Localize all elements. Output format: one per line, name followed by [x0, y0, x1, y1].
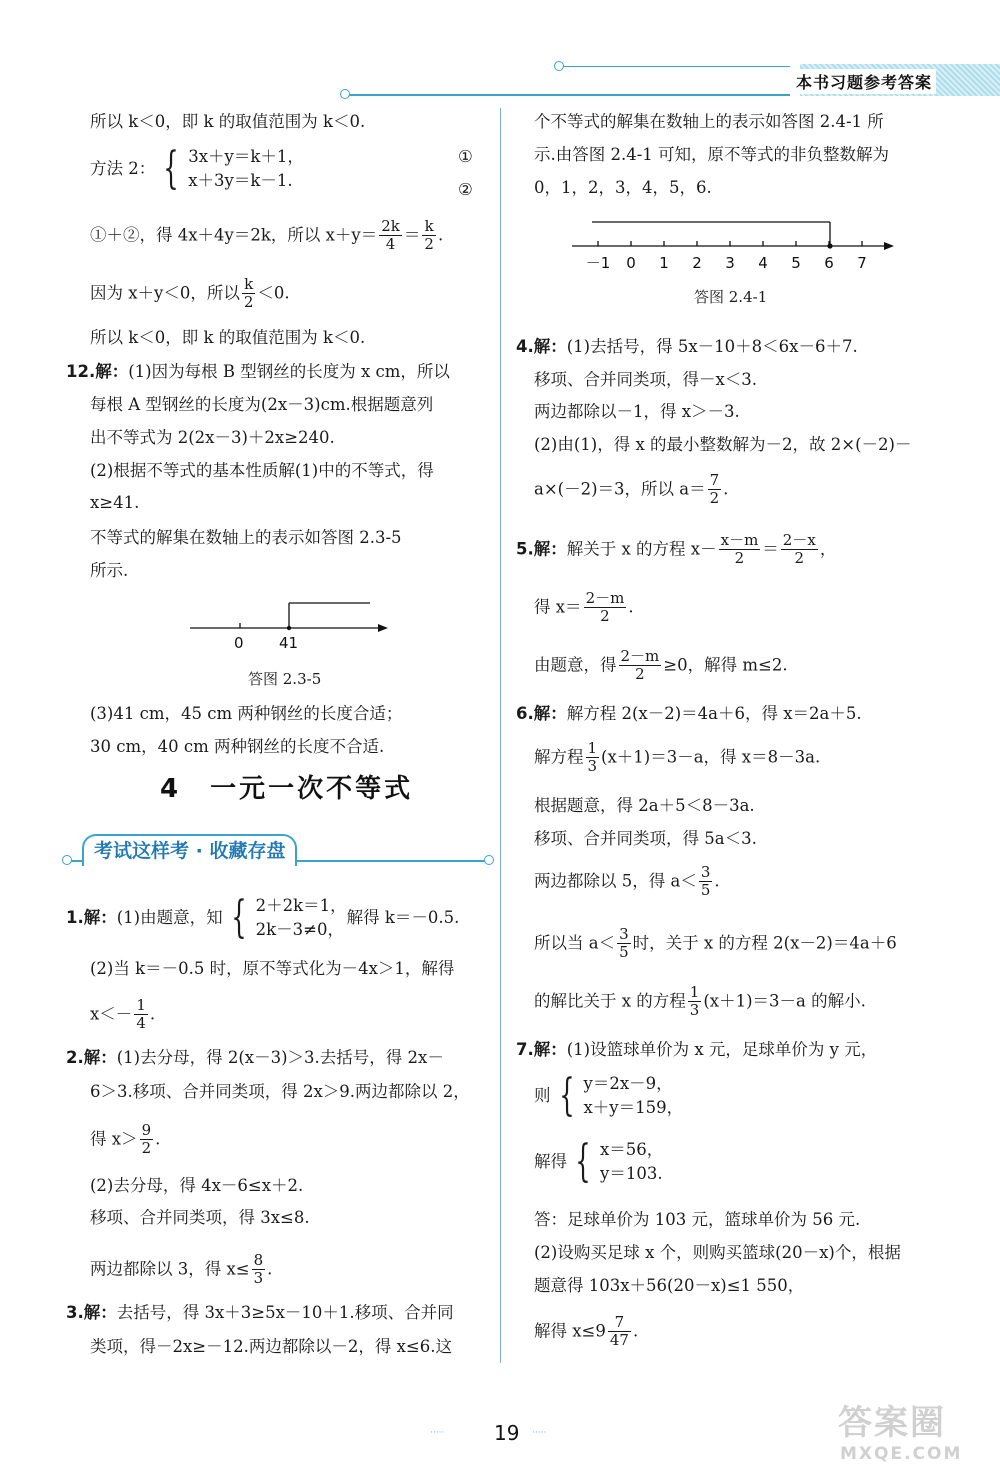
- text-line: 两边都除以 5，得 a＜ $\frac{3}{5}$ .: [534, 863, 720, 900]
- header-dot-icon: [554, 61, 564, 71]
- text-line: (3)41 cm，45 cm 两种钢丝的长度合适；: [90, 704, 403, 723]
- fraction: $\frac{1}{3}$: [587, 739, 598, 776]
- page-number: 19: [494, 1421, 520, 1445]
- fraction: $\frac{1}{3}$: [689, 983, 700, 1020]
- equation-marker: ②: [458, 180, 473, 199]
- question-number: 5.解：: [516, 539, 567, 559]
- question-1: 1.解： (1)由题意，知 { 2＋2k＝1， 2k－3≠0， 解得 k＝－0.5.: [66, 891, 460, 943]
- question-4: 4.解：(1)去括号，得 5x－10＋8＜6x－6＋7.: [516, 337, 858, 356]
- equation-system: 则 { y＝2x－9， x＋y＝159，: [534, 1069, 684, 1121]
- banner-dot-icon: [484, 855, 494, 865]
- tick-label: 6: [824, 254, 834, 272]
- fraction: $\frac{8}{3}$: [253, 1251, 264, 1288]
- text-line: 每根 A 型钢丝的长度为(2x－3)cm.根据题意列: [90, 395, 434, 414]
- text-line: 所以 k＜0，即 k 的取值范围为 k＜0.: [90, 328, 366, 347]
- text-line: 0，1，2，3，4，5，6.: [534, 178, 712, 197]
- text-line: 示.由答图 2.4-1 可知，原不等式的非负整数解为: [534, 145, 890, 164]
- section-title: 4 一元一次不等式: [160, 774, 414, 804]
- question-number: 6.解：: [516, 704, 567, 723]
- system-equation: 3x＋y＝k＋1，: [188, 147, 304, 166]
- text-line: 所示.: [90, 561, 129, 580]
- question-6: 6.解：解方程 2(x－2)＝4a＋6，得 x＝2a＋5.: [516, 704, 862, 723]
- fraction: $\frac{2-m}{2}$: [585, 589, 625, 626]
- figure-caption: 答图 2.4-1: [694, 288, 768, 306]
- text-line: 所以 k＜0，即 k 的取值范围为 k＜0.: [90, 112, 366, 131]
- text-line: 答：足球单价为 103 元，篮球单价为 56 元.: [534, 1210, 861, 1229]
- watermark-main: 答案圈: [838, 1403, 946, 1443]
- column-divider: [500, 108, 501, 1363]
- fraction: $\frac{7}{47}$: [609, 1313, 629, 1350]
- tick-label: 2: [692, 254, 702, 272]
- tick-label: 0: [234, 634, 244, 652]
- question-number: 1.解：: [66, 908, 117, 928]
- text-line: 根据题意，得 2a＋5＜8－3a.: [534, 796, 755, 815]
- tick-label: 3: [725, 254, 735, 272]
- number-line-figure: [190, 598, 400, 654]
- tick-label: 1: [659, 254, 669, 272]
- text-line: 移项、合并同类项，得 5a＜3.: [534, 829, 757, 848]
- question-number: 2.解：: [66, 1048, 117, 1067]
- question-number: 7.解：: [516, 1040, 567, 1059]
- solution-point: [827, 243, 832, 248]
- header-rule-top: [560, 66, 790, 67]
- text-line: 题意得 103x＋56(20－x)≤1 550，: [534, 1276, 805, 1295]
- tick-label: 0: [626, 254, 636, 272]
- system-equation: x＋3y＝k－1.: [188, 170, 293, 190]
- header-dot-icon: [340, 89, 350, 99]
- text-line: 两边都除以 3，得 x≤ $\frac{8}{3}$ .: [90, 1251, 273, 1288]
- fraction: $\frac{2-x}{2}$: [782, 531, 816, 568]
- fraction: $\frac{2-m}{2}$: [620, 647, 660, 684]
- equation-marker: ①: [458, 147, 473, 166]
- tick-label: 41: [279, 634, 299, 652]
- text-line: 不等式的解集在数轴上的表示如答图 2.3-5: [90, 528, 402, 547]
- text-line: 解方程 $\frac{1}{3}$ (x＋1)＝3－a，得 x＝8－3a.: [534, 739, 821, 776]
- solution-point: [287, 626, 291, 630]
- question-number: 4.解：: [516, 337, 567, 356]
- text-line: 所以当 a＜ $\frac{3}{5}$ 时，关于 x 的方程 2(x－2)＝4a＋6: [534, 925, 897, 962]
- fraction: $\frac{3}{5}$: [619, 925, 629, 962]
- fraction: $\frac{3}{5}$: [700, 863, 711, 900]
- fraction: $\frac{2k}{4}$: [381, 217, 400, 254]
- text-line: a×(－2)＝3，所以 a＝ $\frac{7}{2}$ .: [534, 471, 729, 508]
- fraction: $\frac{x-m}{2}$: [720, 531, 759, 568]
- text-line: (2)设购买足球 x 个，则购买篮球(20－x)个，根据: [534, 1243, 901, 1262]
- system-equation: y＝2x－9，: [583, 1074, 673, 1093]
- header-rule: [345, 94, 790, 96]
- text-line: 个不等式的解集在数轴上的表示如答图 2.4-1 所: [534, 112, 884, 131]
- question-3: 3.解：去括号，得 3x＋3≥5x－10＋1.移项、合并同: [66, 1303, 454, 1322]
- text-line: 因为 x＋y＜0，所以 $\frac{k}{2}$ ＜0.: [90, 275, 290, 312]
- fraction: $\frac{k}{2}$: [424, 217, 434, 254]
- banner-dot-icon: [62, 855, 72, 865]
- text-line: (2)去分母，得 4x－6≤x＋2.: [90, 1176, 304, 1195]
- question-7: 7.解：(1)设篮球单价为 x 元，足球单价为 y 元，: [516, 1040, 878, 1059]
- arrow-icon: [378, 624, 388, 632]
- brace-icon: {: [230, 891, 247, 943]
- fraction: $\frac{9}{2}$: [141, 1121, 152, 1158]
- system-equation: 2＋2k＝1，: [255, 896, 347, 915]
- footer-decoration: ·····: [430, 1428, 445, 1438]
- footer-decoration: ·····: [532, 1428, 547, 1438]
- number-line-figure: [568, 212, 902, 274]
- fraction: $\frac{7}{2}$: [709, 471, 720, 508]
- text-line: (2)由(1)，得 x 的最小整数解为－2，故 2×(－2)－: [534, 435, 912, 454]
- text-line: 两边都除以－1，得 x＞－3.: [534, 402, 740, 421]
- text-line: (2)当 k＝－0.5 时，原不等式化为－4x＞1，解得: [90, 959, 455, 978]
- question-number: 3.解：: [66, 1303, 117, 1322]
- text-line: (2)根据不等式的基本性质解(1)中的不等式，得: [90, 461, 434, 480]
- text-line: x＜－ $\frac{1}{4}$ .: [90, 996, 156, 1033]
- text-line: 6＞3.移项、合并同类项，得 2x＞9.两边都除以 2，: [90, 1082, 470, 1101]
- tick-label: －1: [585, 254, 611, 272]
- method-label: 方法 2：: [90, 159, 156, 179]
- question-12: 12.解：(1)因为每根 B 型钢丝的长度为 x cm，所以: [66, 362, 450, 381]
- fraction: $\frac{k}{2}$: [243, 275, 254, 312]
- section-banner: 考试这样考 · 收藏存盘: [82, 834, 297, 866]
- tick-label: 7: [857, 254, 867, 272]
- text-line: ①＋②，得 4x＋4y＝2k，所以 x＋y＝ $\frac{2k}{4}$ ＝ $\frac{k}{2}$ .: [90, 217, 444, 254]
- watermark-sub: MXQE.COM: [840, 1444, 963, 1464]
- system-equation: 2k－3≠0，: [255, 919, 344, 939]
- brace-icon: {: [575, 1135, 591, 1187]
- tick-label: 5: [791, 254, 801, 272]
- watermark-logo: [838, 1395, 962, 1464]
- tick-label: 4: [758, 254, 768, 272]
- brace-icon: {: [163, 142, 179, 194]
- equation-system: [90, 142, 304, 194]
- equation-system: 解得 { x＝56， y＝103.: [534, 1135, 664, 1187]
- header-title: 本书习题参考答案: [792, 69, 936, 94]
- question-2: 2.解：(1)去分母，得 2(x－3)＞3.去括号，得 2x－: [66, 1048, 444, 1067]
- system-equation: y＝103.: [600, 1163, 663, 1183]
- question-5: 5.解：解关于 x 的方程 x－ $\frac{x-m}{2}$ ＝ $\frac{2-x}{2}$ ，: [516, 531, 837, 568]
- text-line: 30 cm，40 cm 两种钢丝的长度不合适.: [90, 737, 385, 756]
- text-line: 解得 x≤9 $\frac{7}{47}$ .: [534, 1313, 639, 1350]
- text-line: 得 x＝ $\frac{2-m}{2}$ .: [534, 589, 634, 626]
- text-line: 移项、合并同类项，得－x＜3.: [534, 370, 758, 389]
- figure-caption: 答图 2.3-5: [248, 670, 322, 688]
- system-equation: x＋y＝159，: [583, 1097, 684, 1117]
- text-line: 移项、合并同类项，得 3x≤8.: [90, 1208, 310, 1227]
- text-line: 得 x＞ $\frac{9}{2}$ .: [90, 1121, 161, 1158]
- text-line: x≥41.: [90, 493, 140, 512]
- text-line: 由题意，得 $\frac{2-m}{2}$ ≥0，解得 m≤2.: [534, 647, 788, 684]
- text-line: 的解比关于 x 的方程 $\frac{1}{3}$ (x＋1)＝3－a 的解小.: [534, 983, 866, 1020]
- text-line: 类项，得－2x≥－12.两边都除以－2，得 x≤6.这: [90, 1337, 452, 1356]
- fraction: $\frac{1}{4}$: [136, 996, 146, 1033]
- brace-icon: {: [558, 1069, 575, 1121]
- arrow-icon: [884, 242, 894, 250]
- text-line: 出不等式为 2(2x－3)＋2x≥240.: [90, 428, 335, 447]
- question-number: 12.解：: [66, 362, 129, 381]
- system-equation: x＝56，: [600, 1140, 664, 1159]
